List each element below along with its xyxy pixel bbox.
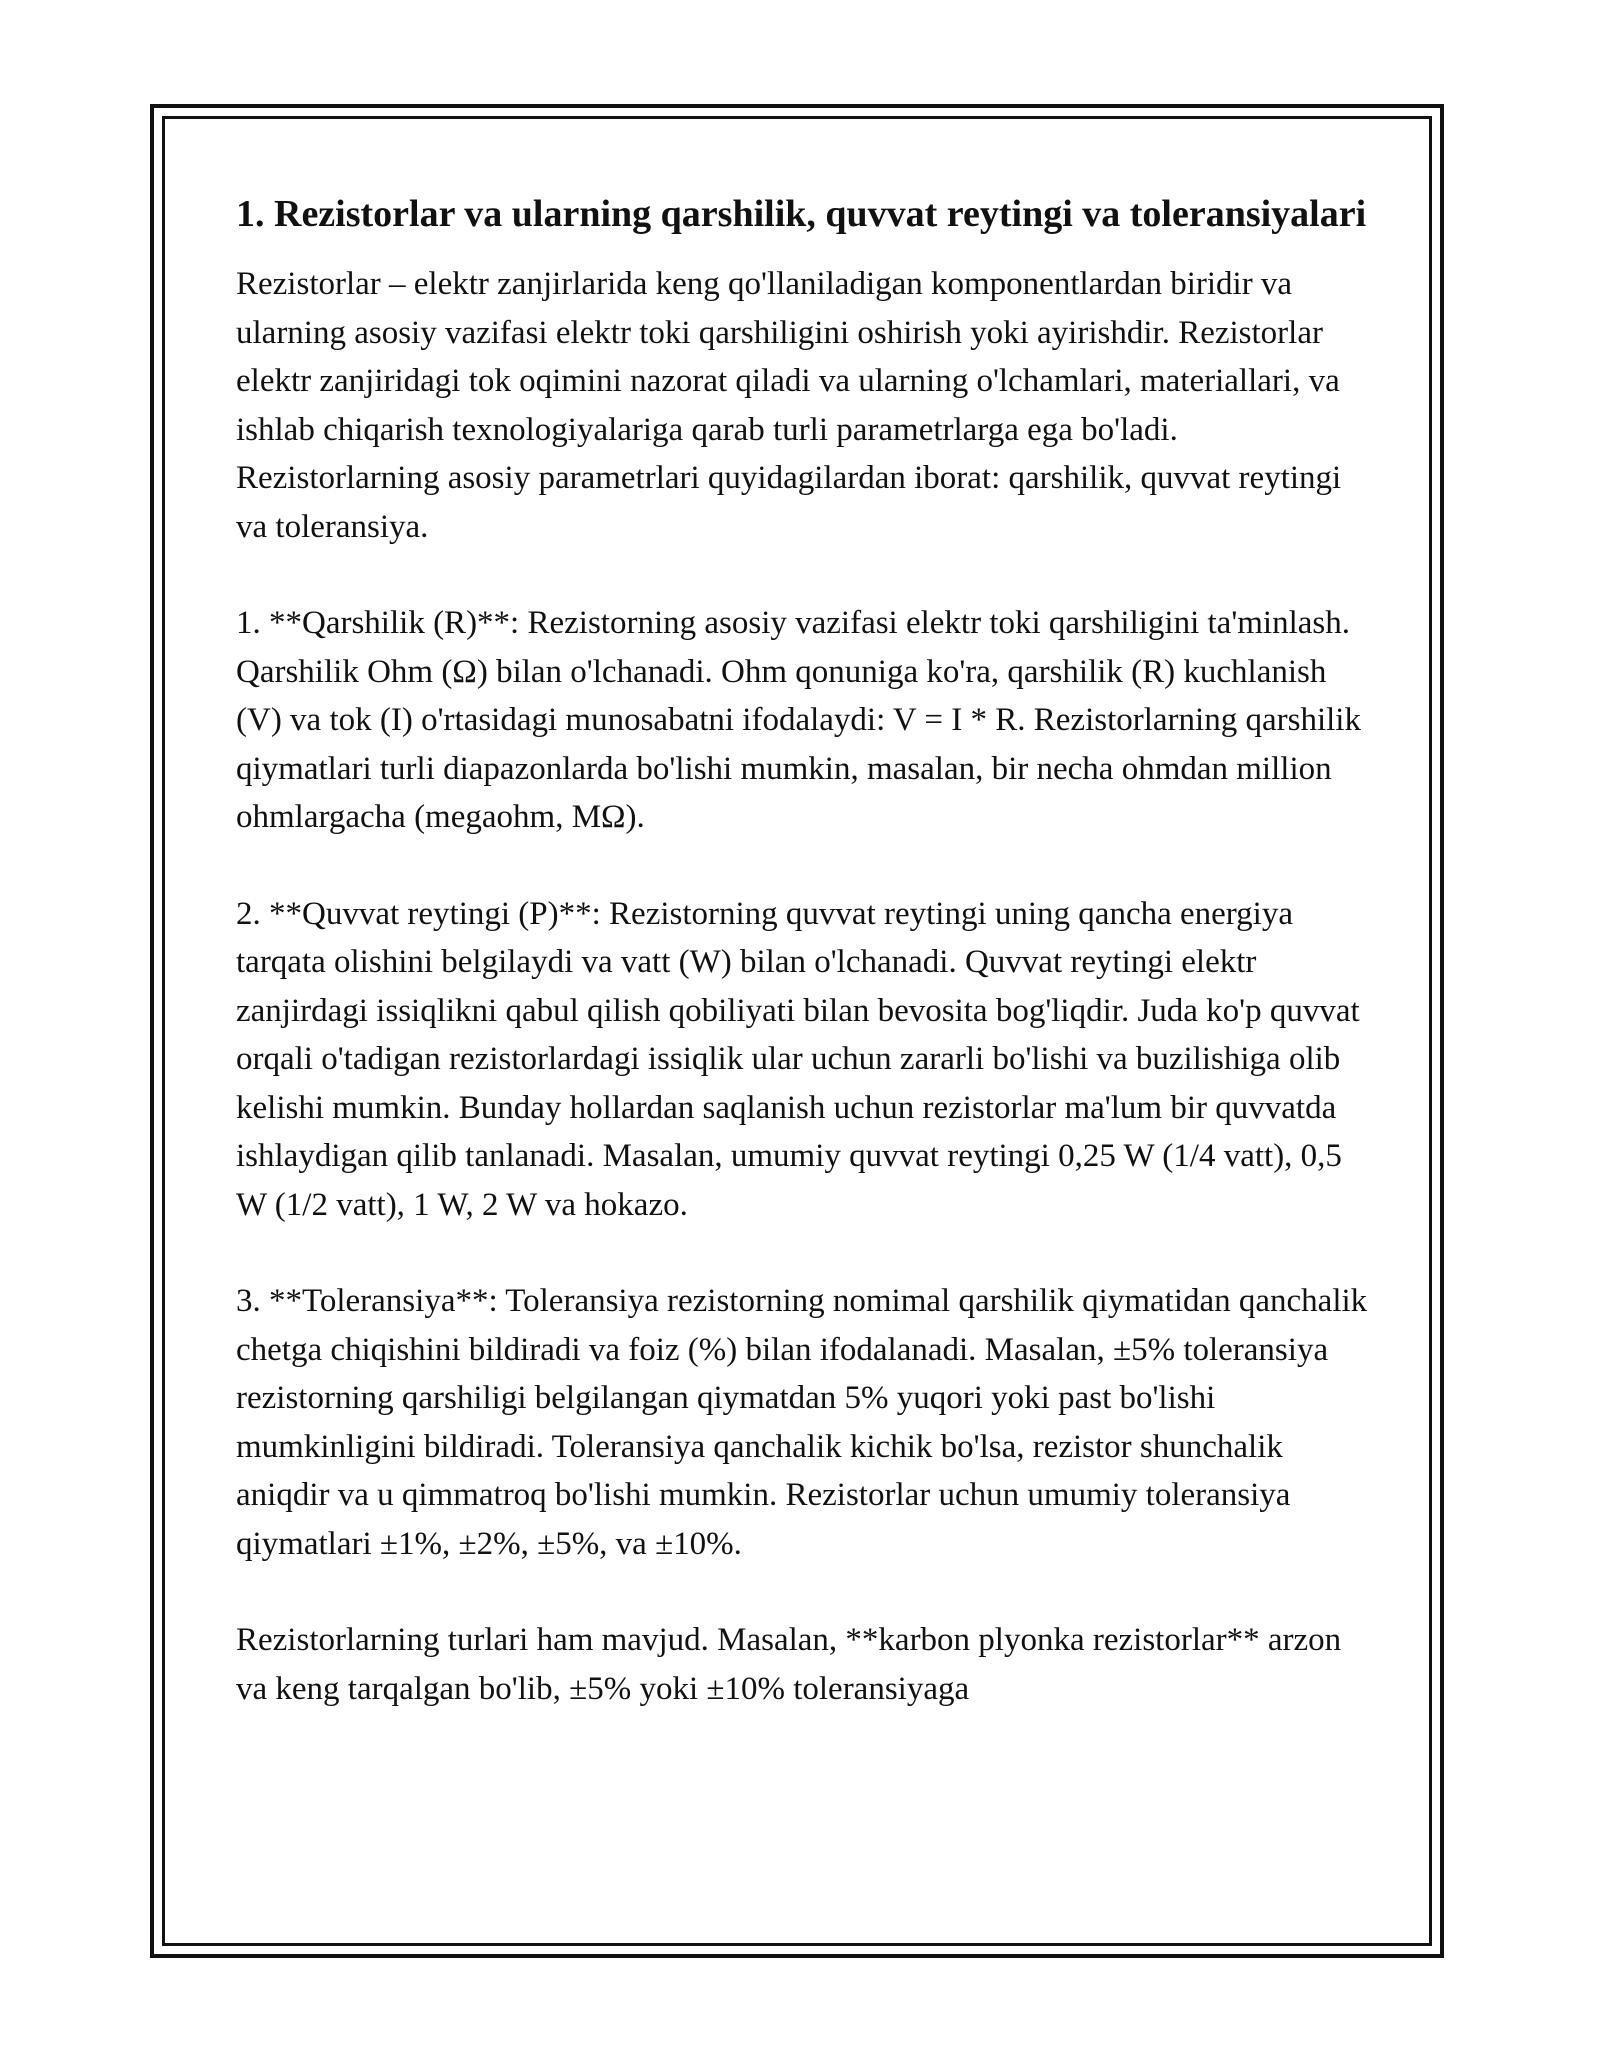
section-title: 1. Rezistorlar va ularning qarshilik, quvvat reytingi va toleransiyalari — [236, 193, 1367, 235]
tolerance-paragraph: 3. **Toleransiya**: Toleransiya rezistorning nomimal qarshilik qiymatidan qanchalik chetga chiqishini bildiradi va foiz (%) bilan ifodalanadi. Masalan, ±5% toleransiya rezistorning qarshiligi belgilangan qiymatdan 5% yuqori yoki past bo'lishi mumkinligini bildiradi. Toleransiya qanchalik kichik bo'lsa, rezistor shunchalik aniqdir va u qimmatroq bo'lishi mumkin. Rezistorlar uchun umumiy toleransiya qiymatlari ±1%, ±2%, ±5%, va ±10%. — [236, 1283, 1368, 1562]
resistance-paragraph: 1. **Qarshilik (R)**: Rezistorning asosiy vazifasi elektr toki qarshiligini ta'minlash. Qarshilik Ohm (Ω) bilan o'lchanadi. Ohm qonuniga ko'ra, qarshilik (R) kuchlanish (V) va tok (I) o'rtasidagi munosabatni ifodalaydi: V = I * R. Rezistorlarning qarshilik qiymatlari turli diapazonlarda bo'lishi mumkin, masalan, bir necha ohmdan million ohmlargacha (megaohm, MΩ). — [236, 605, 1361, 835]
intro-paragraph: Rezistorlar – elektr zanjirlarida keng qo'llaniladigan komponentlardan biridir va ularning asosiy vazifasi elektr toki qarshiligini oshirish yoki ayirishdir. Rezistorlar elektr zanjiridagi tok oqimini nazorat qiladi va ularning o'lchamlari, materiallari, va ishlab chiqarish texnologiyalariga qarab turli parametrlarga ega bo'ladi. Rezistorlarning asosiy parametrlari quyidagilardan iborat: qarshilik, quvvat reytingi va toleransiya. — [236, 266, 1342, 545]
resistor-types-paragraph: Rezistorlarning turlari ham mavjud. Masalan, **karbon plyonka rezistorlar** arzon va keng tarqalgan bo'lib, ±5% yoki ±10% toleransiyaga — [236, 1622, 1342, 1707]
document-body — [236, 186, 1376, 1713]
power-rating-paragraph: 2. **Quvvat reytingi (P)**: Rezistorning quvvat reytingi uning qancha energiya tarqata olishini belgilaydi va vatt (W) bilan o'lchanadi. Quvvat reytingi elektr zanjirdagi issiqlikni qabul qilish qobiliyati bilan bevosita bog'liqdir. Juda ko'p quvvat orqali o'tadigan rezistorlardagi issiqlik ular uchun zararli bo'lishi va buzilishiga olib kelishi mumkin. Bunday hollardan saqlanish uchun rezistorlar ma'lum bir quvvatda ishlaydigan qilib tanlanadi. Masalan, umumiy quvvat reytingi 0,25 W (1/4 vatt), 0,5 W (1/2 vatt), 1 W, 2 W va hokazo. — [236, 895, 1360, 1223]
